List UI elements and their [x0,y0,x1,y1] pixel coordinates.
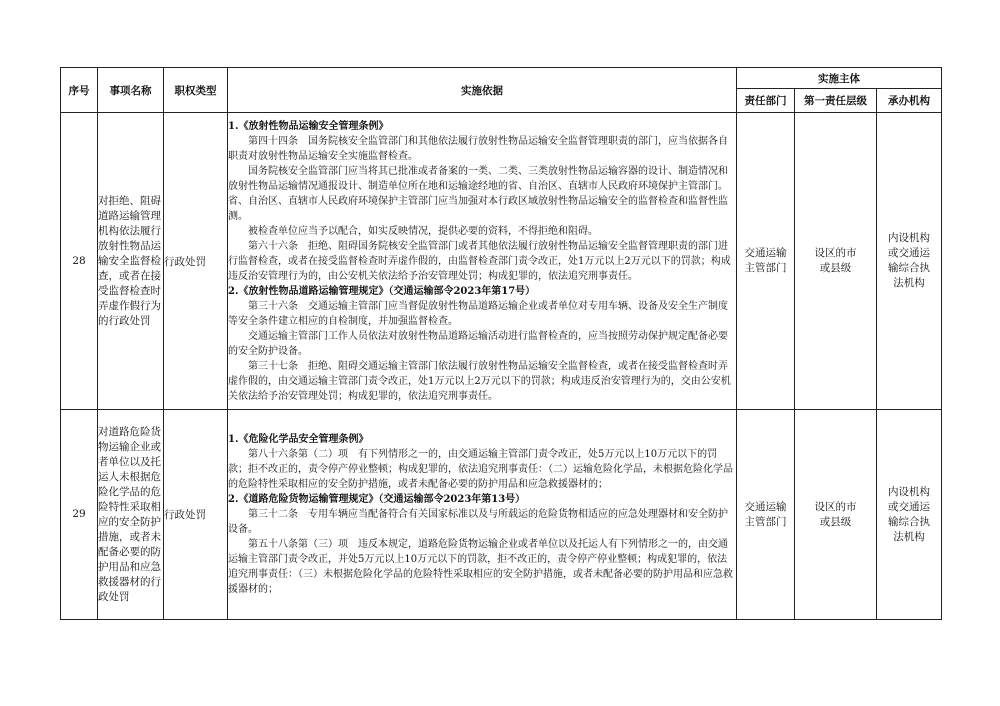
basis-article: 被检查单位应当予以配合，如实反映情况，提供必要的资料，不得拒绝和阻碍。 [248,225,598,237]
row-first-level: 设区的市或县级 [795,113,877,410]
header-org: 承办机构 [877,89,942,113]
basis-article: 国务院核安全监管部门应当将其已批准或者备案的一类、二类、三类放射性物品运输容器的设计、制造情况和放射性物品运输情况通报设计、制造单位所在地和运输途经地的省、自治区、直辖市人民政府环境保护主管部门。省、自治区、直辖市人民政府环境保护主管部门应当加强对本行政区域放射性物品运输安全的监督检查和监督性监测。 [228,165,728,222]
row-authority-type: 行政处罚 [164,113,228,410]
basis-law-title: 2.《放射性物品道路运输管理规定》（交通运输部令2023年第17号） [228,285,536,297]
row-responsible-dept: 交通运输主管部门 [737,410,795,620]
basis-article: 交通运输主管部门工作人员依法对放射性物品道路运输活动进行监督检查的，应当按照劳动保护规定配备必要的安全防护设备。 [228,330,728,357]
basis-law-title: 2.《道路危险货物运输管理规定》（交通运输部令2023年第13号） [228,494,526,505]
basis-article: 第三十七条 拒绝、阻碍交通运输主管部门依法履行放射性物品运输安全监督检查，或者在接受监督检查时弄虚作假的，由交通运输主管部门责令改正，处1万元以上2万元以下的罚款；构成违反治安管理行为的，交由公安机关依法给予治安管理处罚；构成犯罪的，依法追究刑事责任。 [228,360,731,402]
row-basis [228,410,737,620]
basis-article: 第三十六条 交通运输主管部门应当督促放射性物品道路运输企业或者单位对专用车辆、设备及安全生产制度等安全条件建立相应的自检制度，并加强监督检查。 [228,300,728,327]
basis-article: 第六十六条 拒绝、阻碍国务院核安全监管部门或者其他依法履行放射性物品运输安全监督管理职责的部门进行监督检查，或者在接受监督检查时弄虚作假的，由监督检查部门责令改正，处1万元以上2万元以下的罚款；构成违反治安管理行为的，由公安机关依法给予治安管理处罚；构成犯罪的，依法追究刑事责任。 [228,240,731,282]
basis-article: 第五十八条第（三）项 违反本规定，道路危险货物运输企业或者单位以及托运人有下列情形之一的，由交通运输主管部门责令改正，并处5万元以上10万元以下的罚款，拒不改正的，责令停产停业整顿；构成犯罪的，依法追究刑事责任：（三）未根据危险化学品的危险特性采取相应的安全防护措施，或者未配备必要的防护用品和应急救援器材的； [228,539,733,595]
row-seq: 28 [61,113,98,410]
header-subject: 实施主体 [737,68,942,89]
basis-article: 第八十六条第（二）项 有下列情形之一的，由交通运输主管部门责令改正，处5万元以上10万元以下的罚款；拒不改正的，责令停产停业整顿；构成犯罪的，依法追究刑事责任：（二）运输危险化学品，未根据危险化学品的危险特性采取相应的安全防护措施，或者未配备必要的防护用品和应急救援器材的； [228,449,733,490]
row-basis [228,113,737,410]
row-matter-name: 对拒绝、阻碍道路运输管理机构依法履行放射性物品运输安全监督检查，或者在接受监督检查时弄虚作假行为的行政处罚 [98,113,164,410]
row-first-level: 设区的市或县级 [795,410,877,620]
row-authority-type: 行政处罚 [164,410,228,620]
row-handling-org: 内设机构或交通运输综合执法机构 [877,113,942,410]
basis-law-title: 1.《放射性物品运输安全管理条例》 [228,120,389,132]
row-seq: 29 [61,410,98,620]
row-responsible-dept: 交通运输主管部门 [737,113,795,410]
row-handling-org: 内设机构或交通运输综合执法机构 [877,410,942,620]
header-type: 职权类型 [164,68,228,113]
header-seq: 序号 [61,68,98,113]
header-name: 事项名称 [98,68,164,113]
basis-law-title: 1.《危险化学品安全管理条例》 [228,434,369,445]
header-basis: 实施依据 [228,68,737,113]
header-dept: 责任部门 [737,89,795,113]
basis-article: 第四十四条 国务院核安全监管部门和其他依法履行放射性物品运输安全监督管理职责的部门，应当依据各自职责对放射性物品运输安全实施监督检查。 [228,135,728,162]
basis-article: 第三十二条 专用车辆应当配备符合有关国家标准以及与所载运的危险货物相适应的应急处理器材和安全防护设备。 [228,509,728,535]
row-matter-name: 对道路危险货物运输企业或者单位以及托运人未根据危险化学品的危险特性采取相应的安全防护措施，或者未配备必要的防护用品和应急救援器材的行政处罚 [98,410,164,620]
matters-table [60,67,942,620]
header-level: 第一责任层级 [795,89,877,113]
table-row [61,410,942,620]
table-row [61,113,942,410]
